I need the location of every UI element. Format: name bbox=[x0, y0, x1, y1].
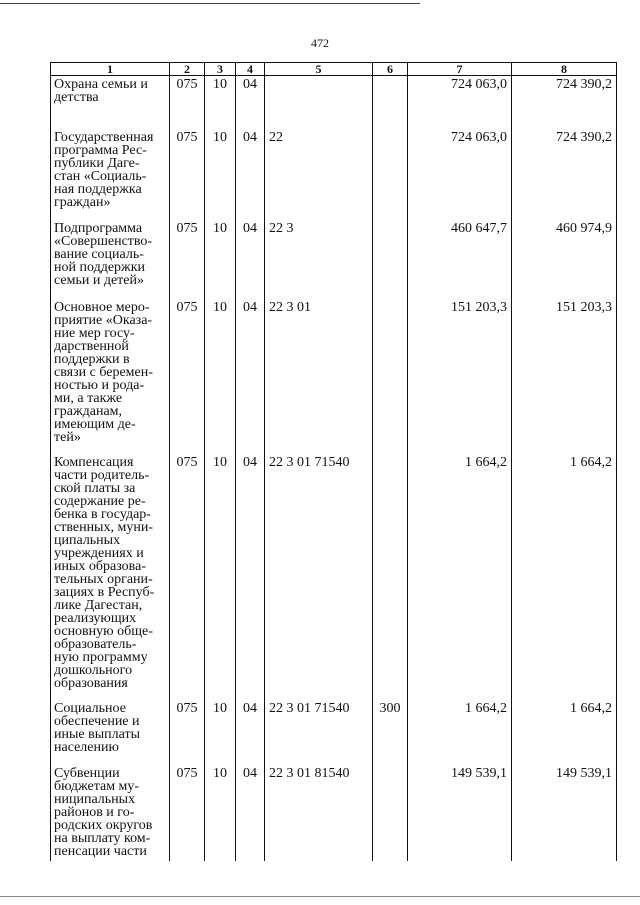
expense-type-cell bbox=[373, 76, 408, 129]
row-name-line: бюджетам му- bbox=[54, 778, 140, 794]
section-code-cell: 10 bbox=[205, 700, 236, 765]
header-cell-1: 1 bbox=[51, 63, 170, 76]
row-name-cell bbox=[51, 700, 170, 765]
subsection-code-cell: 04 bbox=[236, 76, 265, 129]
amount-col8-cell: 460 974,9 bbox=[512, 220, 617, 299]
amount-col7-cell: 724 063,0 bbox=[408, 129, 512, 220]
section-code-cell: 10 bbox=[205, 299, 236, 454]
row-name-line: Подпрограмма bbox=[54, 220, 143, 236]
row-name-line: Социальное bbox=[54, 700, 126, 716]
row-name-line: населению bbox=[54, 739, 119, 755]
table-row bbox=[51, 220, 617, 299]
row-name-line: детства bbox=[54, 90, 99, 105]
target-article-cell: 22 3 01 71540 bbox=[265, 700, 373, 765]
expense-type-cell bbox=[373, 129, 408, 220]
row-name-line: ской платы за bbox=[54, 480, 136, 496]
row-name-line: лике Дагестан, bbox=[54, 597, 143, 613]
header-cell-3: 3 bbox=[205, 63, 236, 76]
row-name-line: Субвенции bbox=[54, 765, 120, 781]
ministry-code-cell: 075 bbox=[170, 76, 205, 129]
row-name-line: реализующих bbox=[54, 610, 137, 626]
expense-type-cell bbox=[373, 765, 408, 861]
row-name-line: дарственной bbox=[54, 338, 129, 354]
header-cell-6: 6 bbox=[373, 63, 408, 76]
row-name-line: ние мер госу- bbox=[54, 325, 135, 341]
table-row bbox=[51, 76, 617, 129]
amount-col8-cell: 1 664,2 bbox=[512, 700, 617, 765]
row-name-line: связи с беремен- bbox=[54, 364, 153, 380]
row-name-line: родских округов bbox=[54, 817, 153, 833]
section-code-cell: 10 bbox=[205, 765, 236, 861]
row-name-cell bbox=[51, 299, 170, 454]
amount-col7-cell: 149 539,1 bbox=[408, 765, 512, 861]
table-row bbox=[51, 299, 617, 454]
row-name-line: семьи и детей» bbox=[54, 272, 144, 288]
row-name-line: бенка в государ- bbox=[54, 506, 151, 522]
target-article-cell: 22 3 bbox=[265, 220, 373, 299]
row-name-line: ми, а также bbox=[54, 390, 123, 406]
row-name-line: приятие «Оказа- bbox=[54, 312, 153, 328]
row-name-line: ная поддержка bbox=[54, 181, 142, 197]
subsection-code-cell: 04 bbox=[236, 220, 265, 299]
amount-col8-cell: 1 664,2 bbox=[512, 454, 617, 700]
row-name-line: пенсации части bbox=[54, 843, 147, 859]
row-name-line: части родитель- bbox=[54, 467, 150, 483]
section-code-cell: 10 bbox=[205, 454, 236, 700]
row-name-line: Охрана семьи и bbox=[54, 77, 148, 92]
row-name-line: тей» bbox=[54, 429, 81, 445]
row-name-line: ственных, муни- bbox=[54, 519, 153, 535]
section-code-cell: 10 bbox=[205, 76, 236, 129]
expense-type-cell: 300 bbox=[373, 700, 408, 765]
row-name-line: зациях в Респуб- bbox=[54, 584, 155, 600]
target-article-cell: 22 3 01 bbox=[265, 299, 373, 454]
row-name-line: Основное меро- bbox=[54, 299, 150, 315]
section-code-cell: 10 bbox=[205, 129, 236, 220]
ministry-code-cell: 075 bbox=[170, 454, 205, 700]
target-article-cell: 22 3 01 81540 bbox=[265, 765, 373, 861]
row-name-line: ную программу bbox=[54, 649, 148, 665]
header-cell-5: 5 bbox=[265, 63, 373, 76]
row-name-line: дошкольного bbox=[54, 662, 133, 678]
row-name-line: ностью и рода- bbox=[54, 377, 145, 393]
row-name-line: содержание ре- bbox=[54, 493, 146, 509]
row-name-line: имеющим де- bbox=[54, 416, 136, 432]
row-name-line: тельных органи- bbox=[54, 571, 153, 587]
row-name-line: ной поддержки bbox=[54, 259, 145, 275]
header-cell-8: 8 bbox=[512, 63, 617, 76]
row-name-line: районов и го- bbox=[54, 804, 135, 820]
row-name-line: гражданам, bbox=[54, 403, 123, 419]
row-name-line: образования bbox=[54, 675, 128, 691]
row-name-line: иных образова- bbox=[54, 558, 146, 574]
header-cell-2: 2 bbox=[170, 63, 205, 76]
row-name-line: иные выплаты bbox=[54, 726, 140, 742]
scan-bottom-edge bbox=[0, 896, 640, 897]
row-name-line: программа Рес- bbox=[54, 142, 147, 158]
row-name-line: Компенсация bbox=[54, 454, 134, 470]
row-name-line: вание социаль- bbox=[54, 246, 144, 262]
amount-col8-cell: 724 390,2 bbox=[512, 129, 617, 220]
row-name-line: поддержки в bbox=[54, 351, 130, 367]
ministry-code-cell: 075 bbox=[170, 129, 205, 220]
row-name-line: ниципальных bbox=[54, 791, 136, 807]
subsection-code-cell: 04 bbox=[236, 765, 265, 861]
ministry-code-cell: 075 bbox=[170, 299, 205, 454]
amount-col7-cell: 460 647,7 bbox=[408, 220, 512, 299]
row-name-line: «Совершенство- bbox=[54, 233, 153, 249]
row-name-cell bbox=[51, 220, 170, 299]
subsection-code-cell: 04 bbox=[236, 454, 265, 700]
amount-col7-cell: 1 664,2 bbox=[408, 454, 512, 700]
table-row bbox=[51, 765, 617, 861]
header-cell-4: 4 bbox=[236, 63, 265, 76]
row-name-line: образователь- bbox=[54, 636, 137, 652]
row-name-line: на выплату ком- bbox=[54, 830, 151, 846]
expense-type-cell bbox=[373, 454, 408, 700]
ministry-code-cell: 075 bbox=[170, 220, 205, 299]
target-article-cell: 22 bbox=[265, 129, 373, 220]
row-name-cell bbox=[51, 454, 170, 700]
target-article-cell: 22 3 01 71540 bbox=[265, 454, 373, 700]
table-row bbox=[51, 700, 617, 765]
ministry-code-cell: 075 bbox=[170, 765, 205, 861]
row-name-line: граждан» bbox=[54, 194, 111, 210]
ministry-code-cell: 075 bbox=[170, 700, 205, 765]
row-name-line: основную обще- bbox=[54, 623, 153, 639]
amount-col8-cell: 724 390,2 bbox=[512, 76, 617, 129]
page-number: 472 bbox=[311, 36, 329, 50]
row-name-cell bbox=[51, 129, 170, 220]
amount-col7-cell: 151 203,3 bbox=[408, 299, 512, 454]
row-name-line: стан «Социаль- bbox=[54, 168, 147, 184]
target-article-cell bbox=[265, 76, 373, 129]
amount-col7-cell: 1 664,2 bbox=[408, 700, 512, 765]
header-row bbox=[51, 63, 617, 76]
subsection-code-cell: 04 bbox=[236, 129, 265, 220]
row-name-cell bbox=[51, 765, 170, 861]
expense-type-cell bbox=[373, 299, 408, 454]
header-cell-7: 7 bbox=[408, 63, 512, 76]
subsection-code-cell: 04 bbox=[236, 700, 265, 765]
subsection-code-cell: 04 bbox=[236, 299, 265, 454]
row-name-line: ципальных bbox=[54, 532, 121, 548]
budget-table bbox=[50, 62, 617, 861]
row-name-line: обеспечение и bbox=[54, 713, 140, 729]
expense-type-cell bbox=[373, 220, 408, 299]
table-row bbox=[51, 454, 617, 700]
amount-col7-cell: 724 063,0 bbox=[408, 76, 512, 129]
section-code-cell: 10 bbox=[205, 220, 236, 299]
table-row bbox=[51, 129, 617, 220]
row-name-cell bbox=[51, 76, 170, 129]
row-name-line: публики Даге- bbox=[54, 155, 140, 171]
amount-col8-cell: 151 203,3 bbox=[512, 299, 617, 454]
row-name-line: Государственная bbox=[54, 129, 154, 145]
row-name-line: учреждениях и bbox=[54, 545, 144, 561]
scan-top-edge bbox=[0, 3, 420, 4]
table-body bbox=[51, 76, 617, 861]
amount-col8-cell: 149 539,1 bbox=[512, 765, 617, 861]
